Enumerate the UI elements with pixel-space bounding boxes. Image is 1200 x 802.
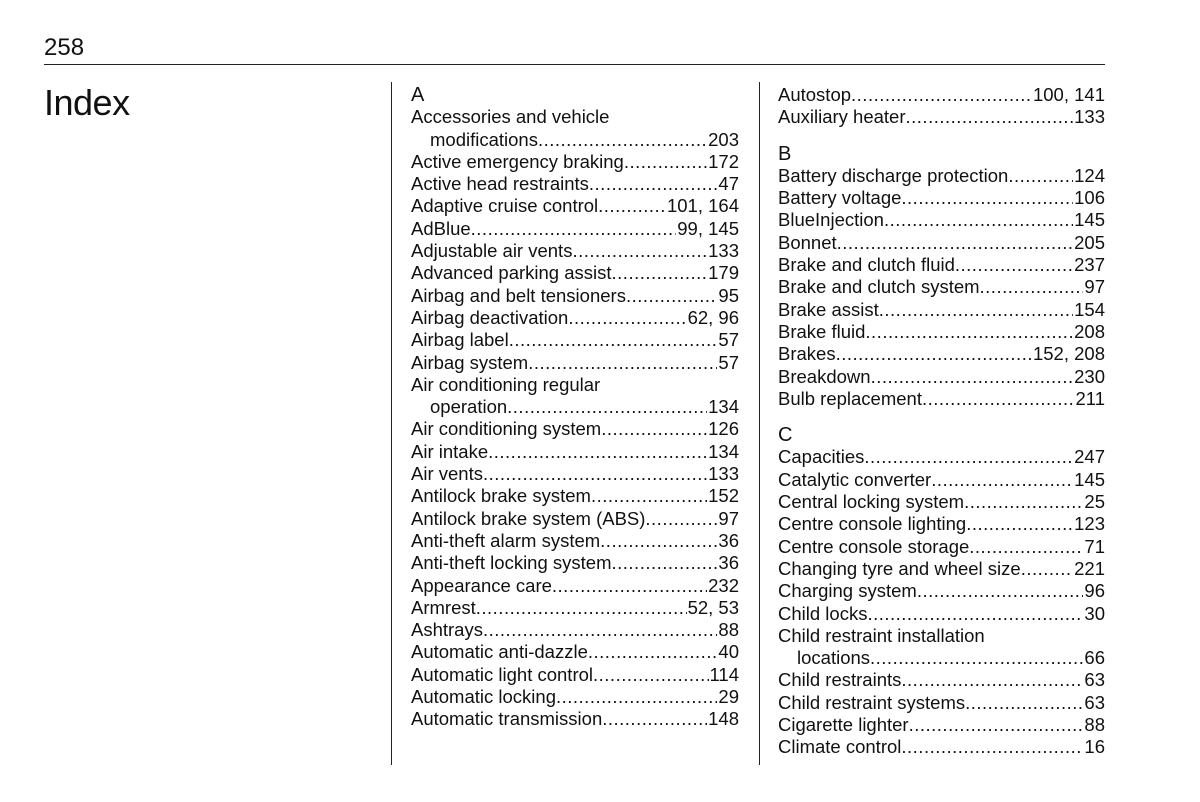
index-entry (778, 165, 1105, 187)
entry-pages: 124 (1074, 164, 1105, 186)
entry-line (778, 343, 1105, 365)
index-entry (778, 513, 1105, 535)
index-entry (778, 625, 1105, 670)
entry-line (411, 173, 739, 195)
index-entry (411, 641, 739, 663)
dot-leader (588, 641, 718, 663)
entry-pages: 114 (709, 663, 739, 685)
entry-pages: 221 (1074, 557, 1105, 579)
entry-line (778, 165, 1105, 187)
dot-leader (1021, 558, 1073, 580)
dot-leader (552, 575, 707, 597)
entry-line (411, 195, 739, 217)
entry-term: Armrest (411, 596, 476, 618)
entry-pages: 16 (1084, 736, 1105, 758)
index-column-1 (411, 84, 739, 731)
dot-leader (589, 173, 718, 195)
entry-term: Automatic light control (411, 663, 594, 685)
entry-term: Battery discharge protection (778, 164, 1009, 186)
index-entry (411, 374, 739, 419)
dot-leader (922, 388, 1075, 410)
entry-pages: 101, 164 (666, 195, 739, 217)
section-letter: A (411, 84, 425, 106)
entry-term: AdBlue (411, 217, 471, 239)
index-entry (778, 558, 1105, 580)
entry-term: Ashtrays (411, 619, 483, 641)
entry-pages: 40 (718, 641, 739, 663)
entry-pages: 133 (1074, 106, 1105, 128)
index-entry (778, 232, 1105, 254)
entry-term: Anti-theft locking system (411, 552, 612, 574)
index-entry (778, 446, 1105, 468)
entry-term: Automatic transmission (411, 708, 603, 730)
dot-leader (901, 736, 1083, 758)
entry-line (778, 276, 1105, 298)
entry-pages: 97 (1084, 276, 1105, 298)
entry-term: Breakdown (778, 365, 871, 387)
entry-pages: 133 (708, 240, 739, 262)
index-entry (411, 352, 739, 374)
index-entry (778, 388, 1105, 410)
entry-pages: 36 (718, 529, 739, 551)
entry-line (778, 187, 1105, 209)
entry-line (411, 508, 739, 530)
dot-leader (884, 209, 1073, 231)
index-entry (778, 714, 1105, 736)
entry-line (411, 485, 739, 507)
entry-line (778, 232, 1105, 254)
entry-pages: 154 (1074, 298, 1105, 320)
section-gap (778, 410, 1105, 424)
entry-line (778, 513, 1105, 535)
index-entry (411, 708, 739, 730)
entry-pages: 63 (1084, 691, 1105, 713)
dot-leader (572, 240, 707, 262)
index-entry (778, 343, 1105, 365)
index-entry (778, 276, 1105, 298)
entry-line (411, 686, 739, 708)
entry-term: Air conditioning system (411, 418, 602, 440)
index-entry (411, 262, 739, 284)
entry-term: Accessories and vehicle (411, 106, 610, 128)
page-number: 258 (44, 34, 85, 61)
entry-term: Child restraints (778, 669, 902, 691)
entry-line (411, 463, 739, 485)
entry-term: Central locking system (778, 491, 965, 513)
entry-line (411, 530, 739, 552)
entry-pages: 211 (1075, 387, 1105, 409)
index-entry (411, 307, 739, 329)
dot-leader (851, 84, 1032, 106)
entry-pages: 88 (718, 619, 739, 641)
index-entry (411, 597, 739, 619)
index-entry (411, 508, 739, 530)
index-entry (411, 218, 739, 240)
index-entry (778, 209, 1105, 231)
index-entry (411, 418, 739, 440)
entry-term: Airbag label (411, 329, 509, 351)
dot-leader (864, 446, 1073, 468)
dot-leader (909, 714, 1084, 736)
index-entry (778, 321, 1105, 343)
dot-leader (601, 418, 707, 440)
entry-term: BlueInjection (778, 209, 884, 231)
entry-line (411, 329, 739, 351)
entry-pages: 88 (1084, 714, 1105, 736)
index-entry (411, 552, 739, 574)
entry-line (778, 84, 1105, 106)
index-entry (778, 669, 1105, 691)
index-section (778, 129, 1105, 411)
entry-pages: 148 (708, 708, 739, 730)
section-gap (778, 129, 1105, 143)
index-entry (778, 84, 1105, 106)
entry-term: Brake and clutch system (778, 276, 980, 298)
entry-term: Child locks (778, 602, 868, 624)
entry-term: Airbag and belt tensioners (411, 284, 626, 306)
entry-line (778, 469, 1105, 491)
entry-line (778, 299, 1105, 321)
entry-line (778, 647, 1105, 669)
entry-line (411, 129, 739, 151)
dot-leader (476, 597, 687, 619)
dot-leader (865, 321, 1073, 343)
index-entry (411, 195, 739, 217)
entry-pages: 62, 96 (687, 306, 739, 328)
entry-line (778, 714, 1105, 736)
dot-leader (600, 530, 717, 552)
index-entry (778, 254, 1105, 276)
index-entry (778, 603, 1105, 625)
entry-line (778, 603, 1105, 625)
dot-leader (612, 552, 718, 574)
index-entry (411, 530, 739, 552)
index-entry (778, 299, 1105, 321)
entry-pages: 172 (708, 150, 739, 172)
entry-term: Air intake (411, 440, 489, 462)
entry-line (411, 418, 739, 440)
dot-leader (836, 343, 1032, 365)
entry-pages: 57 (718, 329, 739, 351)
entry-term-continued: operation (430, 396, 508, 418)
entry-pages: 30 (1084, 602, 1105, 624)
index-entry (411, 240, 739, 262)
entry-pages: 25 (1084, 491, 1105, 513)
entry-pages: 106 (1074, 187, 1105, 209)
index-entry (411, 151, 739, 173)
entry-pages: 203 (708, 128, 739, 150)
entry-term: Automatic anti-dazzle (411, 641, 588, 663)
entry-line (411, 575, 739, 597)
entry-pages: 100, 141 (1032, 84, 1105, 105)
dot-leader (528, 352, 717, 374)
column-divider (759, 82, 760, 765)
entry-line (778, 558, 1105, 580)
dot-leader (591, 485, 707, 507)
dot-leader (980, 276, 1084, 298)
dot-leader (879, 299, 1073, 321)
index-section (778, 84, 1105, 129)
entry-pages: 133 (708, 463, 739, 485)
entry-term: Auxiliary heater (778, 106, 906, 128)
entry-pages: 57 (718, 351, 739, 373)
dot-leader (612, 262, 708, 284)
index-entry (411, 575, 739, 597)
entry-term: Charging system (778, 580, 917, 602)
entry-term: Battery voltage (778, 187, 902, 209)
dot-leader (488, 441, 707, 463)
entry-term-continued: locations (797, 647, 871, 669)
dot-leader (471, 218, 677, 240)
entry-line (778, 388, 1105, 410)
entry-term: Brakes (778, 343, 836, 365)
dot-leader (602, 708, 707, 730)
dot-leader (955, 254, 1073, 276)
entry-term: Centre console lighting (778, 513, 967, 535)
entry-line (778, 106, 1105, 128)
index-entry (778, 187, 1105, 209)
entry-line (411, 262, 739, 284)
entry-term: Brake fluid (778, 320, 866, 342)
entry-pages: 96 (1084, 580, 1105, 602)
dot-leader (598, 195, 666, 217)
index-entry (778, 469, 1105, 491)
entry-pages: 97 (718, 507, 739, 529)
entry-line (411, 641, 739, 663)
dot-leader (507, 396, 707, 418)
index-entry (778, 366, 1105, 388)
index-entry (778, 106, 1105, 128)
entry-pages: 237 (1074, 254, 1105, 276)
entry-pages: 152 (708, 485, 739, 507)
entry-line (411, 151, 739, 173)
entry-line (411, 664, 739, 686)
dot-leader (871, 366, 1074, 388)
dot-leader (969, 536, 1083, 558)
index-entry (778, 536, 1105, 558)
column-divider (391, 82, 392, 765)
entry-pages: 95 (718, 284, 739, 306)
entry-line (411, 218, 739, 240)
entry-term: Antilock brake system (ABS) (411, 507, 646, 529)
entry-line (778, 209, 1105, 231)
entry-pages: 36 (718, 552, 739, 574)
entry-pages: 71 (1084, 535, 1105, 557)
index-entry (411, 664, 739, 686)
entry-pages: 99, 145 (677, 217, 739, 239)
entry-term-continued: modifications (430, 128, 538, 150)
entry-term: Antilock brake system (411, 485, 591, 507)
dot-leader (901, 187, 1073, 209)
entry-line (778, 446, 1105, 468)
entry-line (778, 321, 1105, 343)
dot-leader (645, 508, 717, 530)
dot-leader (1008, 165, 1073, 187)
entry-term: Changing tyre and wheel size (778, 557, 1021, 579)
entry-term: Active head restraints (411, 173, 589, 195)
entry-line (411, 352, 739, 374)
index-entry (411, 441, 739, 463)
entry-pages: 152, 208 (1032, 343, 1105, 365)
entry-term: Bonnet (778, 231, 837, 253)
dot-leader (931, 469, 1073, 491)
entry-term: Automatic locking (411, 686, 556, 708)
entry-line (411, 441, 739, 463)
index-entry (778, 580, 1105, 602)
dot-leader (626, 285, 717, 307)
index-entry (411, 485, 739, 507)
entry-term: Appearance care (411, 574, 552, 596)
dot-leader (901, 669, 1083, 691)
entry-line (778, 366, 1105, 388)
entry-term: Adjustable air vents (411, 240, 573, 262)
entry-pages: 134 (708, 440, 739, 462)
section-letter: B (778, 142, 792, 165)
entry-term: Cigarette lighter (778, 714, 909, 736)
section-letter: C (778, 424, 793, 447)
index-entry (778, 491, 1105, 513)
entry-pages: 52, 53 (687, 596, 739, 618)
index-entry (411, 329, 739, 351)
entry-term: Brake assist (778, 298, 879, 320)
entry-pages: 66 (1084, 647, 1105, 669)
index-title: Index (44, 82, 130, 123)
dot-leader (906, 106, 1074, 128)
entry-line (778, 254, 1105, 276)
entry-term: Child restraint installation (778, 624, 985, 646)
entry-line (778, 491, 1105, 513)
index-section (778, 410, 1105, 758)
entry-term: Catalytic converter (778, 468, 932, 490)
entry-pages: 208 (1074, 320, 1105, 342)
entry-term: Centre console storage (778, 535, 970, 557)
dot-leader (870, 647, 1083, 669)
entry-line (778, 669, 1105, 691)
entry-term: Capacities (778, 446, 865, 468)
entry-line (778, 736, 1105, 758)
entry-pages: 247 (1074, 446, 1105, 468)
entry-pages: 179 (708, 262, 739, 284)
entry-line (411, 597, 739, 619)
entry-pages: 230 (1074, 365, 1105, 387)
index-column-2 (778, 84, 1105, 759)
entry-line (778, 692, 1105, 714)
dot-leader (964, 491, 1083, 513)
index-entry (411, 106, 739, 151)
dot-leader (965, 692, 1083, 714)
dot-leader (568, 307, 686, 329)
entry-pages: 145 (1074, 209, 1105, 231)
header-rule (44, 64, 1105, 65)
entry-term: Adaptive cruise control (411, 195, 599, 217)
entry-pages: 134 (708, 396, 739, 418)
dot-leader (917, 580, 1084, 602)
entry-term: Climate control (778, 736, 902, 758)
entry-line (411, 708, 739, 730)
entry-pages: 145 (1074, 468, 1105, 490)
entry-term: Brake and clutch fluid (778, 254, 955, 276)
entry-pages: 47 (718, 173, 739, 195)
entry-line (778, 580, 1105, 602)
entry-pages: 123 (1074, 513, 1105, 535)
index-entry (778, 692, 1105, 714)
entry-term: Airbag system (411, 351, 529, 373)
dot-leader (538, 129, 707, 151)
index-section (411, 84, 739, 731)
entry-line (411, 240, 739, 262)
entry-line (411, 396, 739, 418)
entry-line (411, 552, 739, 574)
entry-term: Bulb replacement (778, 387, 922, 409)
entry-line (411, 619, 739, 641)
dot-leader (837, 232, 1073, 254)
index-entry (778, 736, 1105, 758)
entry-line (411, 307, 739, 329)
dot-leader (483, 463, 707, 485)
entry-line (778, 536, 1105, 558)
dot-leader (509, 329, 718, 351)
entry-term: Child restraint systems (778, 691, 966, 713)
dot-leader (593, 664, 708, 686)
entry-pages: 205 (1074, 231, 1105, 253)
entry-term: Active emergency braking (411, 150, 624, 172)
entry-term: Autostop (778, 84, 852, 105)
dot-leader (867, 603, 1083, 625)
entry-pages: 29 (718, 686, 739, 708)
dot-leader (483, 619, 717, 641)
entry-line (411, 285, 739, 307)
entry-term: Anti-theft alarm system (411, 529, 601, 551)
index-entry (411, 686, 739, 708)
entry-term: Air conditioning regular (411, 373, 601, 395)
entry-term: Advanced parking assist (411, 262, 612, 284)
entry-pages: 63 (1084, 669, 1105, 691)
entry-pages: 232 (708, 574, 739, 596)
index-entry (411, 463, 739, 485)
dot-leader (966, 513, 1073, 535)
index-entry (411, 619, 739, 641)
dot-leader (624, 151, 707, 173)
dot-leader (556, 686, 717, 708)
entry-term: Air vents (411, 463, 483, 485)
entry-pages: 126 (708, 418, 739, 440)
entry-term: Airbag deactivation (411, 306, 569, 328)
index-entry (411, 173, 739, 195)
index-entry (411, 285, 739, 307)
